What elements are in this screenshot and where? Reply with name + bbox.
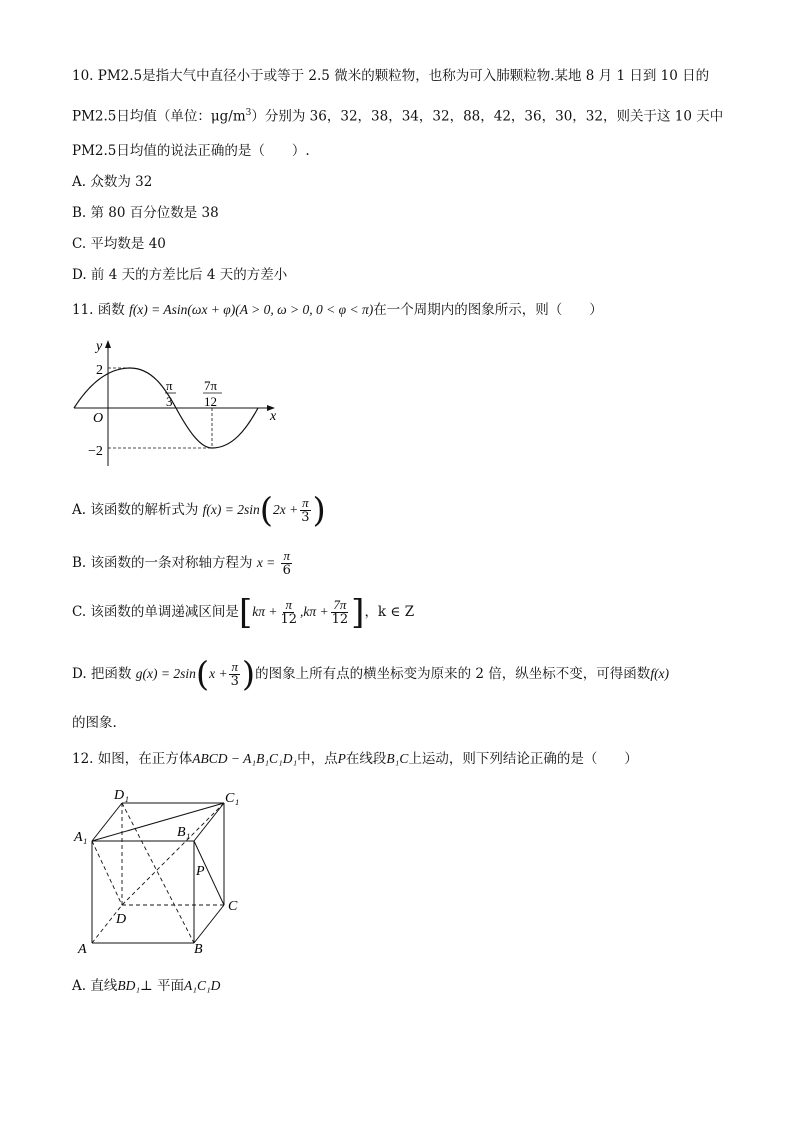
q10-option-b: B. 第 80 百分位数是 38 xyxy=(72,205,219,221)
q10-stem-line3: PM2.5日均值的说法正确的是（ ）. xyxy=(72,143,310,159)
q11-option-a-num: π xyxy=(302,495,309,510)
q11-option-c-num2: 7π xyxy=(333,597,347,612)
q11-stem-suffix: 在一个周期内的图象所示，则（ ） xyxy=(373,302,603,318)
q12-stem-mid2: 在线段 xyxy=(345,751,387,767)
q10-option-a: A. 众数为 32 xyxy=(72,174,153,190)
edge-b1-c1 xyxy=(194,803,224,841)
q11-number: 11. 函数 xyxy=(72,302,125,318)
q11-option-b-num: π xyxy=(283,548,290,563)
q11-option-b xyxy=(72,546,294,580)
q12-point-p: P xyxy=(337,751,346,766)
q11-option-d-label: D. 把函数 xyxy=(72,666,132,682)
q11-formula: f(x) = Asin(ωx + φ)(A > 0, ω > 0, 0 < φ < π) xyxy=(129,302,374,317)
q11-option-d: D. 把函数 g(x) = 2sin(x + $\frac{\pi}{3}$ )的图象上所有点的横坐标变为原来的 2 倍，纵坐标不变，可得函数f(x) xyxy=(72,654,670,695)
q10-option-c: C. 平均数是 40 xyxy=(72,236,166,252)
q10-stem-line2 xyxy=(72,103,723,127)
diag-a1-c1 xyxy=(92,803,224,841)
y-label: y xyxy=(96,339,103,354)
x-label: x xyxy=(270,409,277,424)
q11-option-c-suffix: ，k ∈ Z xyxy=(364,604,415,620)
label-b: B xyxy=(194,942,203,957)
q11-option-d-mid: 的图象上所有点的横坐标变为原来的 2 倍，纵坐标不变，可得函数 xyxy=(255,666,651,682)
q11-stem xyxy=(72,300,603,320)
q11-option-d-f: f(x) xyxy=(650,666,670,681)
q10-stem-line2-b: ）分别为 36，32，38，34，32，88，42，36，30，32，则关于这 10 天中 xyxy=(251,108,724,125)
q11-option-b-label: B. 该函数的一条对称轴方程为 xyxy=(72,555,253,571)
q11-option-c-k1: kπ + xyxy=(252,604,278,619)
q10-stem-line1: 10. PM2.5是指大气中直径小于或等于 2.5 微米的颗粒物，也称为可入肺颗粒物.某地 8 月 1 日到 10 日的 xyxy=(72,68,710,84)
q11-option-a-den: 3 xyxy=(301,510,310,525)
tick-pi-3-num: π xyxy=(166,378,173,393)
q12-stem-prefix: 12. 如图，在正方体 xyxy=(72,751,193,767)
q12-option-a xyxy=(72,976,220,996)
q11-option-c-label: C. 该函数的单调递减区间是 xyxy=(72,604,239,620)
edge-b-c xyxy=(194,905,224,943)
label-b1: B₁ xyxy=(177,825,191,840)
tick-pi-3-den: 3 xyxy=(166,394,173,409)
q12-option-a-mid: ⊥ 平面 xyxy=(140,978,185,994)
q11-option-c: C. 该函数的单调递减区间是[kπ + $\frac{\pi}{12}$ ,kπ + $\frac{7\pi}{12}$ ]，k ∈ Z xyxy=(72,592,415,633)
q11-option-d-inner: x + xyxy=(209,666,228,681)
q11-option-d-g: g(x) = 2sin xyxy=(135,666,196,681)
label-c1: C₁ xyxy=(225,791,240,806)
label-d1: D₁ xyxy=(114,788,129,803)
q12-stem-suffix: 上运动，则下列结论正确的是（ ） xyxy=(408,751,638,767)
q12-stem xyxy=(72,749,638,769)
q12-option-a-line: BD₁ xyxy=(117,978,141,993)
unit-superscript: 3 xyxy=(245,108,252,118)
q11-option-c-den2: 12 xyxy=(331,612,349,627)
q11-option-a: A. 该函数的解析式为 f(x) = 2sin(2x + $\frac{\pi}{3}$ ) xyxy=(72,490,326,531)
q11-option-a-inner: 2x + xyxy=(273,502,299,517)
q11-option-b-den: 6 xyxy=(282,563,291,578)
y-min-label: −2 xyxy=(88,444,103,459)
q12-option-a-plane: A₁C₁D xyxy=(184,978,221,993)
cube-diagram xyxy=(72,786,252,961)
y-max-label: 2 xyxy=(96,363,103,378)
label-a: A xyxy=(78,942,87,957)
q10-option-d: D. 前 4 天的方差比后 4 天的方差小 xyxy=(72,267,288,283)
q11-option-c-k2: ,kπ + xyxy=(300,604,329,619)
sine-graph xyxy=(70,338,290,473)
label-a1: A₁ xyxy=(74,830,88,845)
q11-option-c-num1: π xyxy=(285,597,292,612)
edge-a1-d1 xyxy=(92,803,122,841)
q11-option-b-lhs: x = xyxy=(256,555,276,570)
tick-7pi-12-num: 7π xyxy=(204,378,218,393)
q11-option-d-den: 3 xyxy=(230,674,239,689)
q11-option-d-num: π xyxy=(231,659,238,674)
q11-option-a-label: A. 该函数的解析式为 xyxy=(72,502,199,518)
q12-cube-name: ABCD − A₁B₁C₁D₁ xyxy=(192,751,298,766)
label-p: P xyxy=(196,864,205,879)
q12-stem-mid: 中，点 xyxy=(297,751,338,767)
hidden-a1-d xyxy=(92,841,122,905)
q11-option-a-lhs: f(x) = 2sin xyxy=(202,502,260,517)
q12-option-a-label: A. 直线 xyxy=(72,978,118,994)
hidden-d1-b xyxy=(122,803,194,943)
q11-option-d-continuation: 的图象. xyxy=(72,715,117,731)
hidden-c1-d xyxy=(122,803,224,905)
q10-stem-line2-a: PM2.5日均值（单位：μg/m xyxy=(72,108,246,125)
y-axis-arrow xyxy=(105,340,111,348)
label-d: D xyxy=(116,912,127,927)
label-c: C xyxy=(228,899,238,914)
origin-label: O xyxy=(93,411,104,426)
tick-7pi-12-den: 12 xyxy=(204,394,217,409)
q12-segment: B₁C xyxy=(386,751,409,766)
q11-option-c-den1: 12 xyxy=(280,612,297,627)
